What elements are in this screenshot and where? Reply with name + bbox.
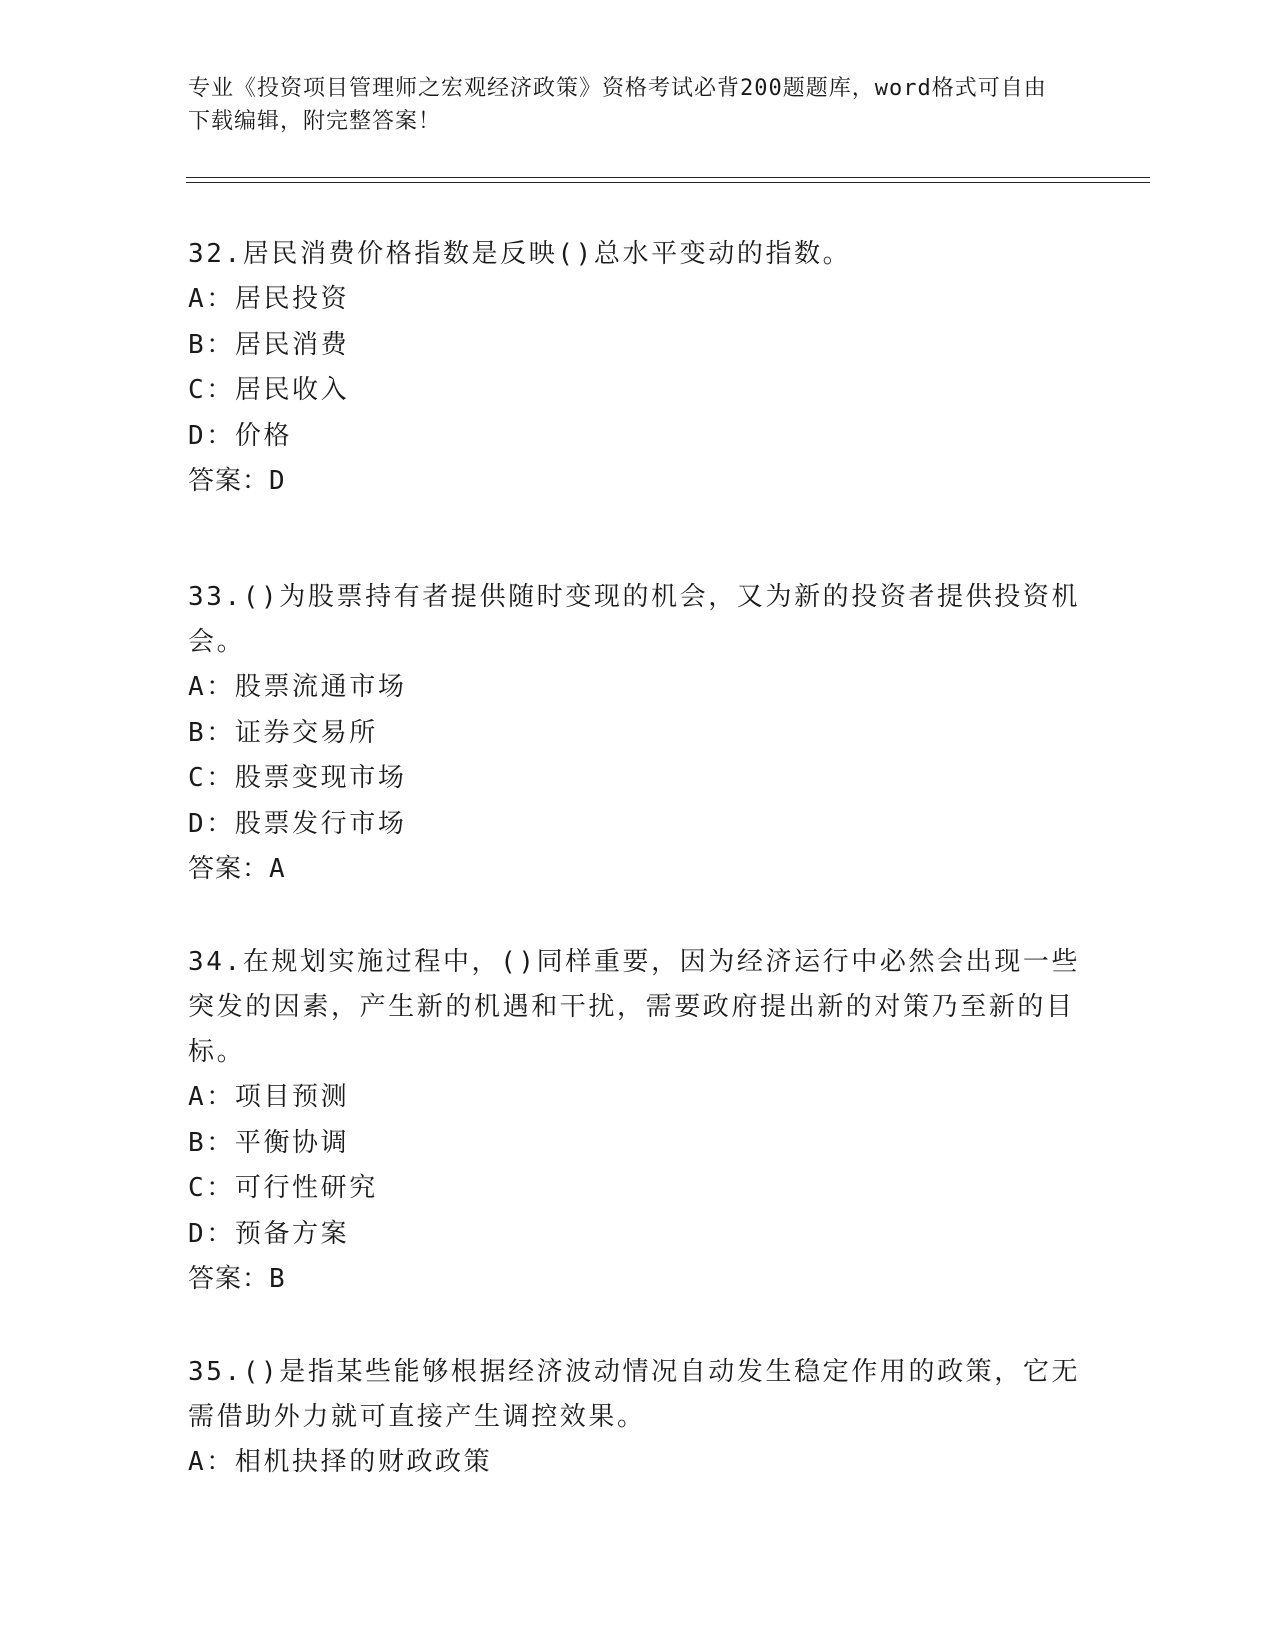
- option-c: C：可行性研究: [188, 1173, 378, 1203]
- option-b: B：居民消费: [188, 329, 350, 360]
- option-a: A：居民投资: [188, 284, 350, 314]
- header-text: 专业《投资项目管理师之宏观经济政策》资格考试必背200题题库，word格式可自由下载编辑，附完整答案！: [188, 76, 1047, 134]
- answer-line: [188, 847, 1088, 893]
- option-a: A：股票流通市场: [188, 672, 407, 702]
- option-a: A：相机抉择的财政政策: [188, 1447, 493, 1477]
- answer-label: 答案：: [188, 854, 270, 884]
- option-d: D：预备方案: [188, 1218, 350, 1249]
- question-stem: 35.()是指某些能够根据经济波动情况自动发生稳定作用的政策，它无需借助外力就可直接产生调控效果。: [188, 1357, 1081, 1432]
- answer-value: A: [269, 854, 286, 884]
- option-d: D：价格: [188, 420, 293, 451]
- answer-label: 答案：: [188, 1264, 270, 1294]
- document-header: [188, 72, 1068, 138]
- option-c: C：居民收入: [188, 375, 350, 405]
- answer-line: [188, 1257, 1088, 1303]
- option-d: D：股票发行市场: [188, 808, 407, 839]
- question-34: [188, 940, 1088, 1303]
- option-c: C：股票变现市场: [188, 763, 407, 793]
- option-b: B：平衡协调: [188, 1127, 350, 1158]
- answer-label: 答案：: [188, 466, 270, 496]
- option-a: A：项目预测: [188, 1082, 350, 1112]
- question-stem: 33.()为股票持有者提供随时变现的机会，又为新的投资者提供投资机会。: [188, 582, 1081, 657]
- question-stem: 34.在规划实施过程中，()同样重要，因为经济运行中必然会出现一些突发的因素，产生新的机遇和干扰，需要政府提出新的对策乃至新的目标。: [188, 947, 1081, 1067]
- option-b: B：证券交易所: [188, 717, 378, 748]
- answer-value: D: [269, 466, 286, 496]
- question-stem: 32.居民消费价格指数是反映()总水平变动的指数。: [188, 239, 852, 269]
- header-divider-bottom: [186, 182, 1150, 183]
- header-divider-top: [186, 177, 1150, 178]
- question-33: [188, 575, 1088, 893]
- question-32: [188, 232, 1088, 505]
- answer-value: B: [269, 1264, 286, 1294]
- answer-line: [188, 459, 1088, 505]
- question-35: [188, 1350, 1088, 1486]
